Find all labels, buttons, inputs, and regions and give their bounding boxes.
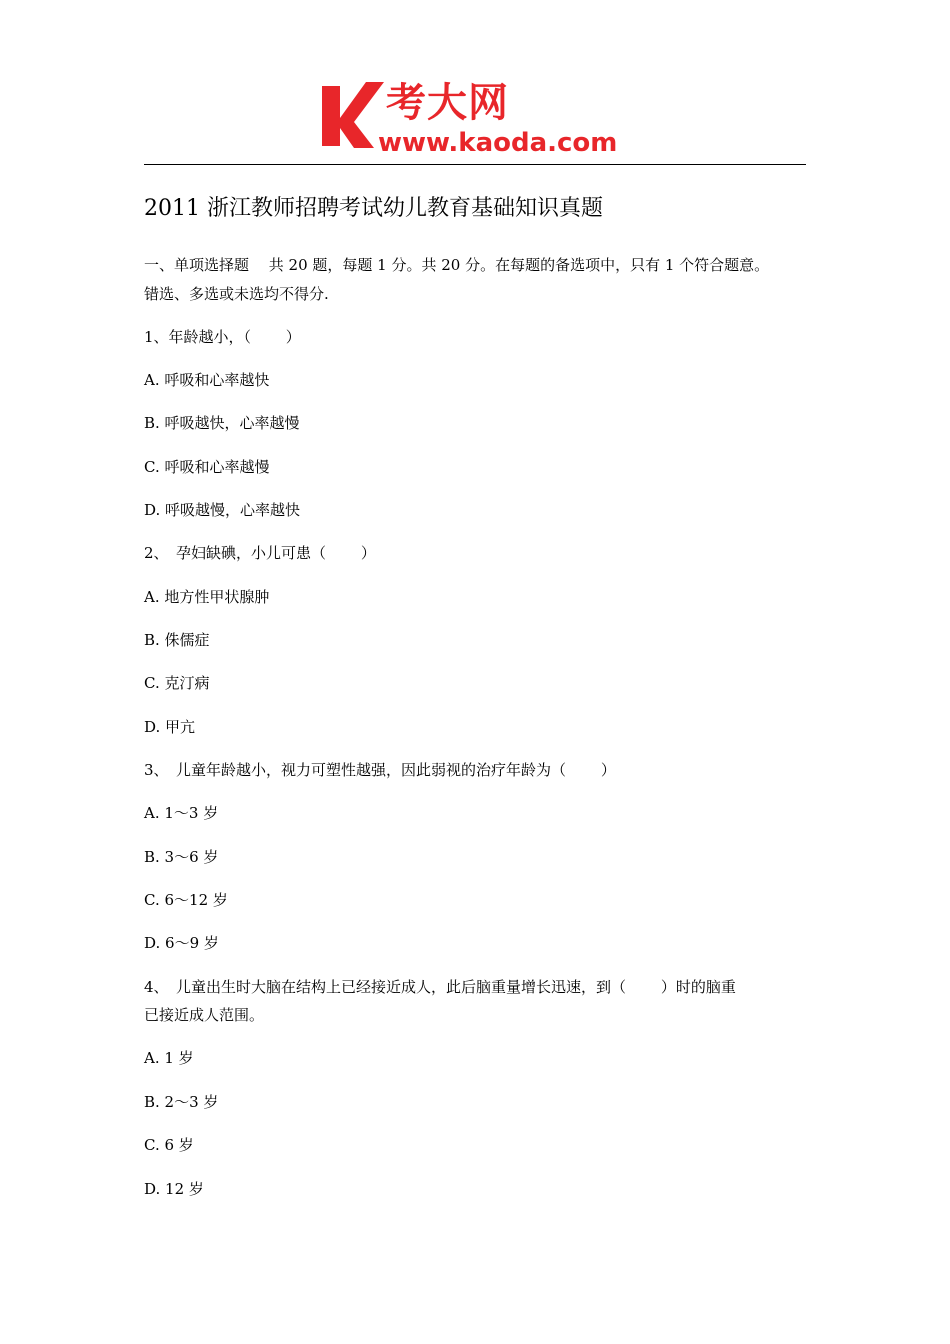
question-2-option-b: B. 侏儒症 (144, 631, 210, 649)
logo-url-text: www.kaoda.com (378, 128, 618, 158)
question-3-stem: 3、 儿童年龄越小，视力可塑性越强，因此弱视的治疗年龄为（ ） (144, 761, 616, 779)
logo-k-mark-icon (320, 80, 384, 152)
question-4-option-b: B. 2～3 岁 (144, 1093, 219, 1111)
logo-brand-text: 考大网 (386, 80, 509, 126)
question-2-option-c: C. 克汀病 (144, 674, 210, 692)
question-3-option-c: C. 6～12 岁 (144, 891, 228, 909)
question-4-stem-line-2: 已接近成人范围。 (144, 1006, 265, 1024)
question-4-option-a: A. 1 岁 (144, 1049, 194, 1067)
question-4-option-d: D. 12 岁 (144, 1180, 204, 1198)
question-1-option-c: C. 呼吸和心率越慢 (144, 458, 270, 476)
section-instructions-line-1: 一、单项选择题 共 20 题，每题 1 分。共 20 分。在每题的备选项中，只有 1 个符合题意。 (144, 256, 770, 274)
question-4-stem-line-1: 4、 儿童出生时大脑在结构上已经接近成人，此后脑重量增长迅速，到（ ）时的脑重 (144, 978, 736, 996)
question-3-option-a: A. 1～3 岁 (144, 804, 219, 822)
question-1-option-d: D. 呼吸越慢，心率越快 (144, 501, 301, 519)
kaoda-logo[interactable] (320, 80, 640, 160)
section-instructions-line-2: 错选、多选或未选均不得分. (144, 285, 329, 303)
question-4-option-c: C. 6 岁 (144, 1136, 194, 1154)
question-3-option-b: B. 3～6 岁 (144, 848, 219, 866)
document-title: 2011 浙江教师招聘考试幼儿教育基础知识真题 (144, 196, 603, 221)
question-1-stem: 1、年龄越小，（ ） (144, 328, 301, 346)
question-2-option-a: A. 地方性甲状腺肿 (144, 588, 270, 606)
question-2-stem: 2、 孕妇缺碘，小儿可患（ ） (144, 544, 376, 562)
question-2-option-d: D. 甲亢 (144, 718, 196, 736)
question-1-option-b: B. 呼吸越快，心率越慢 (144, 414, 300, 432)
question-1-option-a: A. 呼吸和心率越快 (144, 371, 270, 389)
question-3-option-d: D. 6～9 岁 (144, 934, 219, 952)
header-divider (144, 164, 806, 165)
